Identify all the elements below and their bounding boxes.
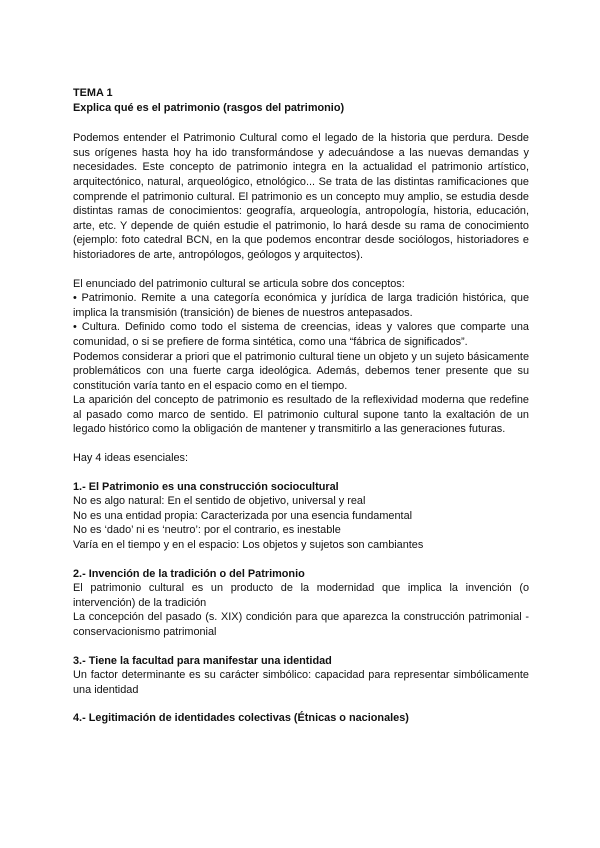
page-subtitle: Explica qué es el patrimonio (rasgos del patrimonio): [73, 101, 345, 114]
concept-cultura: • Cultura. Definido como todo el sistema de creencias, ideas y valores que comparte una comunidad, o si se prefiere de forma sintética, como una “fábrica de significados”.: [73, 321, 529, 348]
document-body: [73, 86, 529, 740]
concept-patrimonio: • Patrimonio. Remite a una categoría económica y jurídica de larga tradición histórica, que implica la transmisión (transición) de bienes de nuestros antepasados.: [73, 292, 529, 319]
paragraph-object-subject: Podemos considerar a priori que el patrimonio cultural tiene un objeto y un sujeto básicamente problemáticos con una fuerte carga ideológica. Además, debemos tener presente que su constitución varía tanto en el espacio como en el tiempo.: [73, 350, 529, 392]
idea-line: El patrimonio cultural es un producto de la modernidad que implica la invención (o intervención) de la tradición: [73, 582, 529, 609]
idea-section-3: [73, 654, 529, 698]
idea-line: No es ‘dado’ ni es ‘neutro’: por el contrario, es inestable: [73, 524, 341, 537]
paragraph-reflexivity: La aparición del concepto de patrimonio es resultado de la reflexividad moderna que redefine al pasado como marco de sentido. El patrimonio cultural supone tanto la exaltación de un legado histórico como la obligación de mantener y transmitirlo a las generaciones futuras.: [73, 394, 529, 436]
intro-paragraph: Podemos entender el Patrimonio Cultural como el legado de la historia que perdura. Desde sus orígenes hasta hoy ha ido transformándose y adecuándose a las nuevas demandas y necesidades. Este concepto de patrimonio integra en la actualidad el patrimonio artístico, arquitectónico, natural, arqueológico, etnológico... Se trata de las distintas ramificaciones que comprende el patrimonio cultural. El patrimonio es un concepto muy amplio, se estudia desde distintas ramas de conocimientos: geografía, arqueología, antropología, historia, educación, arte, etc. Y depende de quién estudie el patrimonio, lo hará desde su rama de conocimiento (ejemplo: foto catedral BCN, en la que podemos encontrar desde sociólogos, historiadores e historiadores de arte, antropólogos, geólogos y arquitectos).: [73, 132, 529, 261]
idea-section-1: [73, 480, 529, 553]
concepts-intro: El enunciado del patrimonio cultural se articula sobre dos conceptos:: [73, 277, 405, 290]
idea-section-4: [73, 711, 529, 726]
idea-title: 1.- El Patrimonio es una construcción sociocultural: [73, 480, 339, 493]
idea-title: 3.- Tiene la facultad para manifestar una identidad: [73, 654, 332, 667]
idea-line: Un factor determinante es su carácter simbólico: capacidad para representar simbólicamente una identidad: [73, 669, 529, 696]
ideas-intro: Hay 4 ideas esenciales:: [73, 452, 189, 465]
idea-section-2: [73, 567, 529, 640]
idea-title: 2.- Invención de la tradición o del Patrimonio: [73, 567, 305, 580]
idea-title: 4.- Legitimación de identidades colectivas (Étnicas o nacionales): [73, 712, 409, 725]
idea-line: No es una entidad propia: Caracterizada por una esencia fundamental: [73, 509, 413, 522]
idea-line: La concepción del pasado (s. XIX) condición para que aparezca la construcción patrimonial - conservacionismo patrimonial: [73, 611, 529, 638]
page-title: TEMA 1: [73, 87, 113, 99]
idea-line: Varía en el tiempo y en el espacio: Los objetos y sujetos son cambiantes: [73, 539, 424, 552]
idea-line: No es algo natural: En el sentido de objetivo, universal y real: [73, 495, 366, 508]
